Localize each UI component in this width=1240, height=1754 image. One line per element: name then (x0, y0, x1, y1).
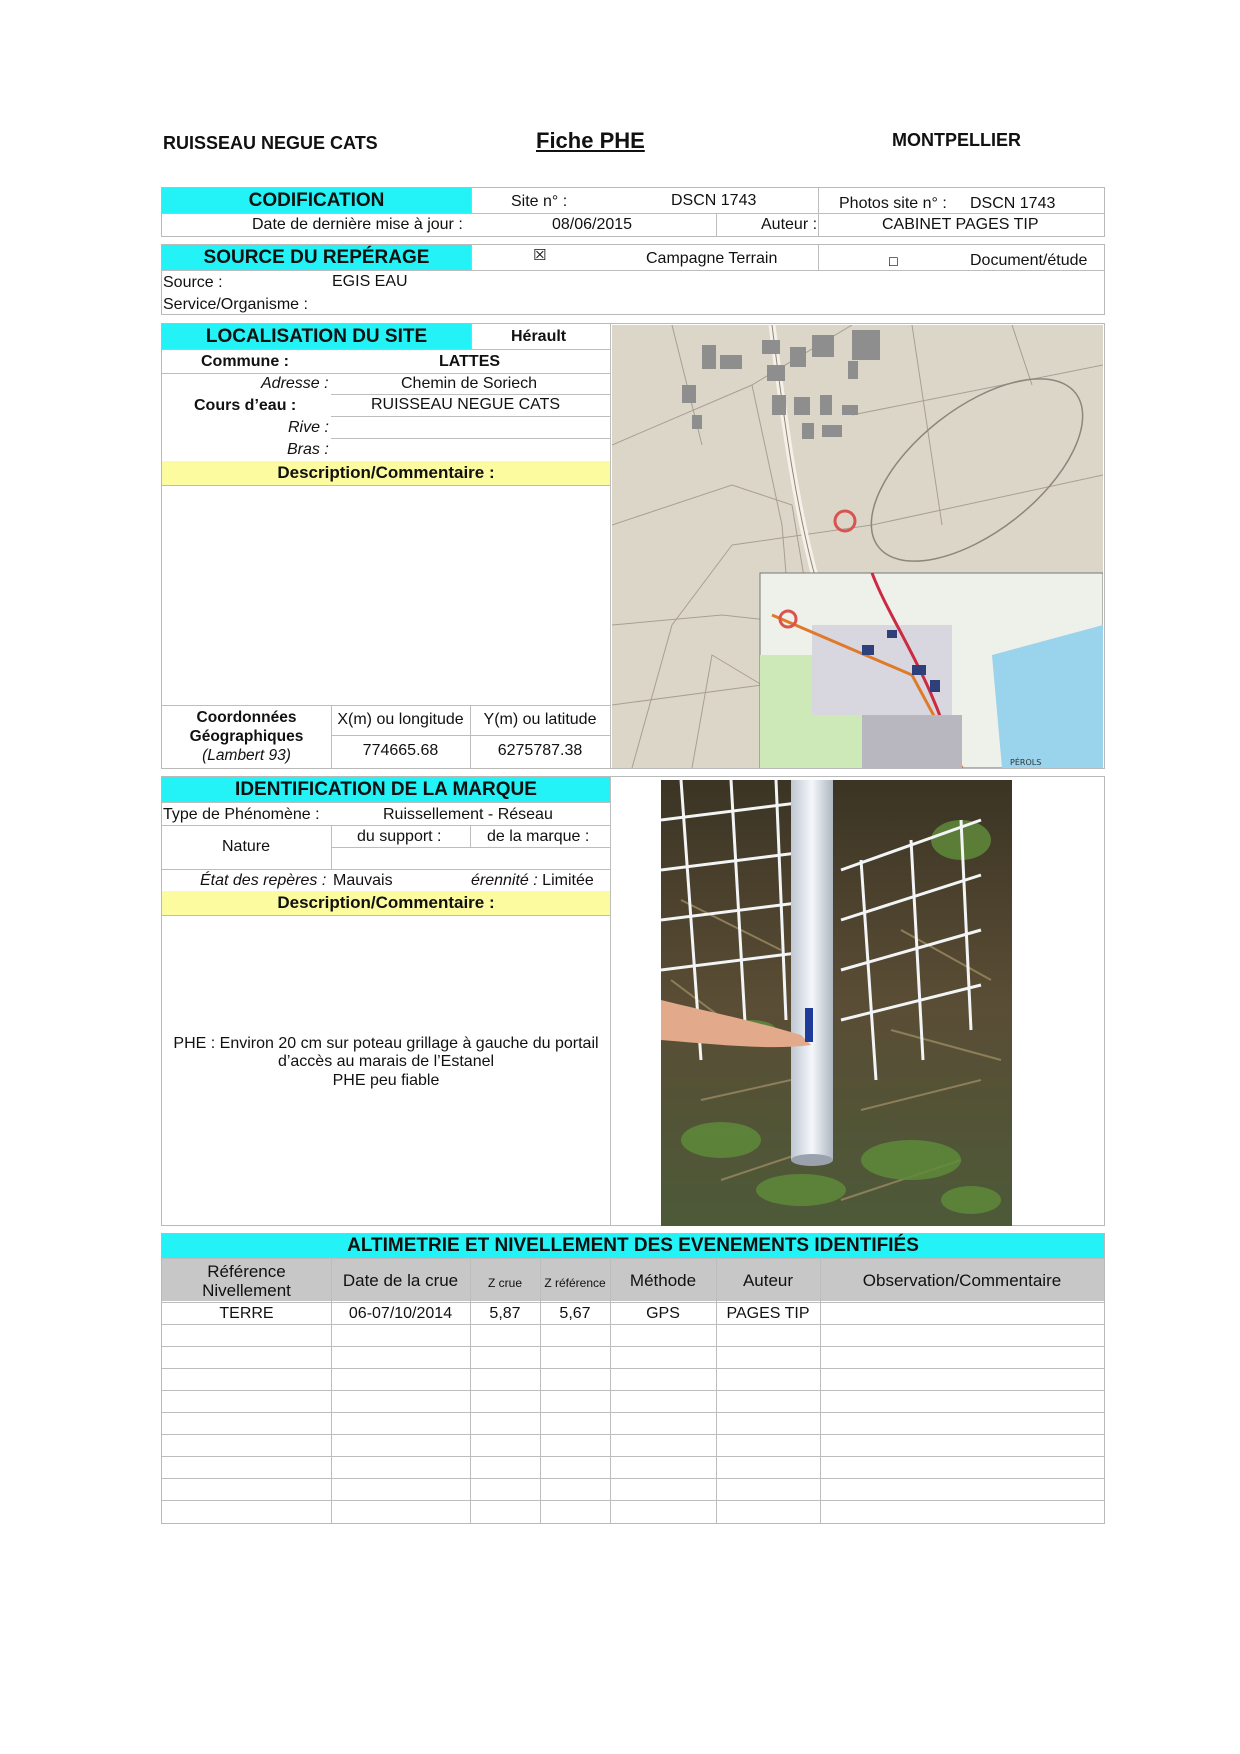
y-label: Y(m) ou latitude (483, 711, 597, 728)
marque-label: de la marque : (487, 828, 590, 845)
cell-ref: TERRE (219, 1305, 274, 1322)
photos-label: Photos site n° : (839, 195, 947, 212)
header-right: MONTPELLIER (892, 130, 1021, 150)
coord-label-3: (Lambert 93) (202, 747, 291, 764)
col-methode: Méthode (629, 1271, 697, 1290)
campagne-label: Campagne Terrain (646, 250, 778, 267)
cours-value: RUISSEAU NEGUE CATS (371, 396, 561, 413)
col-ref-b: Nivellement (202, 1281, 291, 1300)
cours-label: Cours d’eau : (194, 397, 297, 414)
ident-desc-line1: PHE : Environ 20 cm sur poteau grillage à gauche du portail (173, 1035, 599, 1052)
nature-label: Nature (222, 838, 271, 855)
auteur-label: Auteur : (761, 216, 818, 233)
etat-value: Mauvais (333, 872, 393, 889)
col-date: Date de la crue (342, 1271, 459, 1290)
y-value: 6275787.38 (497, 742, 583, 759)
support-label: du support : (357, 828, 442, 845)
cell-zcrue: 5,87 (489, 1305, 521, 1322)
perennite-label: érennité : (471, 872, 538, 889)
page-title: Fiche PHE (536, 128, 645, 153)
coord-label-2: Géographiques (189, 728, 304, 745)
type-label: Type de Phénomène : (163, 806, 320, 823)
date-label: Date de dernière mise à jour : (252, 216, 463, 233)
service-label: Service/Organisme : (163, 296, 308, 313)
site-value: DSCN 1743 (671, 192, 757, 209)
col-observation: Observation/Commentaire (862, 1271, 1062, 1290)
altimetrie-title: ALTIMETRIE ET NIVELLEMENT DES EVENEMENTS IDENTIFIÉS (347, 1235, 919, 1256)
identification-title: IDENTIFICATION DE LA MARQUE (235, 779, 537, 800)
bras-label: Bras : (287, 441, 329, 458)
map-town-label: PÉROLS (1010, 758, 1042, 767)
etat-label: État des repères : (200, 872, 327, 889)
campagne-checkbox[interactable]: ☒ (533, 247, 547, 264)
type-value: Ruissellement - Réseau (383, 806, 553, 823)
cell-methode: GPS (646, 1305, 680, 1322)
codification-title: CODIFICATION (248, 190, 385, 211)
site-label: Site n° : (511, 193, 568, 210)
cell-auteur: PAGES TIP (726, 1305, 810, 1322)
ident-desc-line3: PHE peu fiable (332, 1072, 440, 1089)
cell-date: 06-07/10/2014 (348, 1305, 453, 1322)
loc-desc-title: Description/Commentaire : (277, 463, 495, 482)
perennite-value: Limitée (542, 872, 594, 889)
localisation-title: LOCALISATION DU SITE (205, 326, 428, 347)
col-zref: Z référence (544, 1276, 606, 1290)
document-checkbox[interactable]: ☐ (888, 255, 899, 269)
ident-desc-title: Description/Commentaire : (277, 893, 495, 912)
x-label: X(m) ou longitude (337, 711, 464, 728)
adresse-value: Chemin de Soriech (401, 375, 538, 392)
source-title: SOURCE DU REPÉRAGE (203, 247, 430, 268)
cell-zref: 5,67 (559, 1305, 591, 1322)
adresse-label: Adresse : (261, 375, 329, 392)
source-label: Source : (163, 274, 223, 291)
commune-label: Commune : (201, 353, 289, 370)
site-photo-image (661, 780, 1012, 1226)
col-auteur: Auteur (742, 1271, 794, 1290)
rive-label: Rive : (288, 419, 329, 436)
auteur-value: CABINET PAGES TIP (882, 216, 1039, 233)
header-left: RUISSEAU NEGUE CATS (163, 133, 378, 153)
perennite-field (471, 872, 594, 890)
site-map-image (612, 325, 1103, 768)
photos-value: DSCN 1743 (970, 195, 1056, 212)
source-value: EGIS EAU (332, 273, 408, 290)
x-value: 774665.68 (362, 742, 439, 759)
document-label: Document/étude (970, 252, 1088, 269)
commune-value: LATTES (439, 353, 501, 370)
coord-label-1: Coordonnées (196, 709, 297, 726)
ident-desc-line2: d’accès au marais de l’Estanel (277, 1053, 495, 1070)
date-value: 08/06/2015 (552, 216, 633, 233)
col-zcrue: Z crue (487, 1276, 522, 1290)
departement: Hérault (511, 328, 567, 345)
col-ref-a: Référence (207, 1262, 286, 1281)
